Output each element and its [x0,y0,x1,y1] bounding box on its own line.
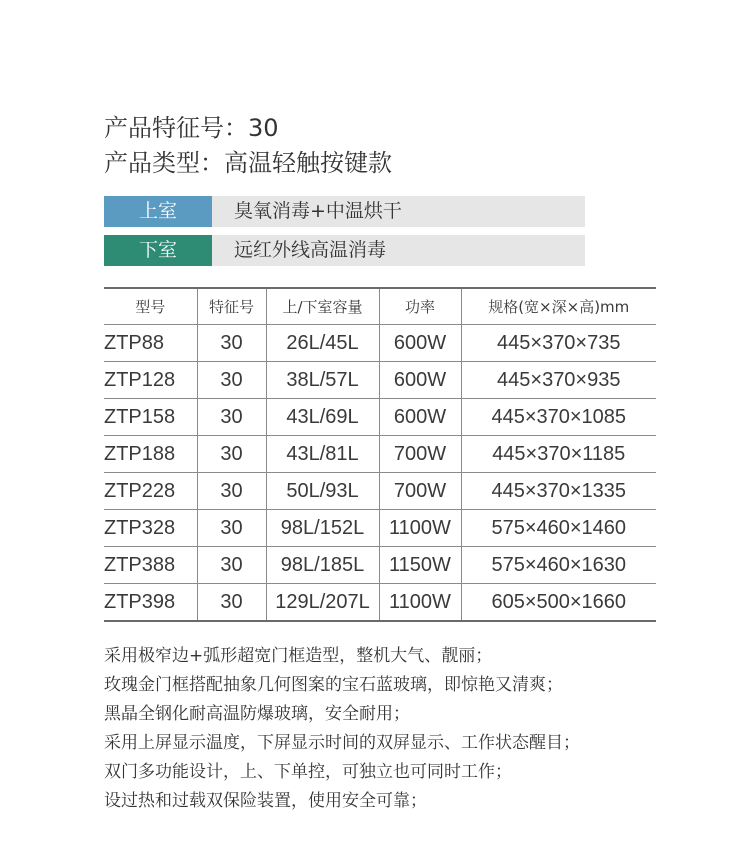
cell-capacity: 129L/207L [266,584,379,622]
cell-feature-no: 30 [197,436,266,473]
cell-power: 700W [379,436,461,473]
cell-capacity: 26L/45L [266,325,379,362]
feature-item: 双门多功能设计，上、下单控，可独立也可同时工作； [104,762,512,782]
header-dimensions: 规格(宽×深×高)mm [461,288,656,325]
feature-item: 黑晶全钢化耐高温防爆玻璃，安全耐用； [104,704,410,724]
cell-model: ZTP388 [104,547,197,584]
cell-capacity: 50L/93L [266,473,379,510]
table-row [104,362,656,399]
table-row [104,399,656,436]
cell-model: ZTP188 [104,436,197,473]
cell-dimensions: 445×370×735 [461,325,656,362]
header-capacity: 上/下室容量 [266,288,379,325]
cell-feature-no: 30 [197,325,266,362]
feature-item: 采用上屏显示温度，下屏显示时间的双屏显示、工作状态醒目； [104,733,580,753]
cell-feature-no: 30 [197,510,266,547]
cell-capacity: 98L/152L [266,510,379,547]
header-feature-no: 特征号 [197,288,266,325]
cell-model: ZTP398 [104,584,197,622]
cell-dimensions: 575×460×1460 [461,510,656,547]
cell-power: 1150W [379,547,461,584]
spec-table [104,287,656,622]
feature-item: 玫瑰金门框搭配抽象几何图案的宝石蓝玻璃，即惊艳又清爽； [104,675,563,695]
cell-feature-no: 30 [197,362,266,399]
chamber-upper-desc: 臭氧消毒+中温烘干 [212,196,585,227]
cell-dimensions: 445×370×1185 [461,436,656,473]
cell-power: 1100W [379,584,461,622]
feature-item: 采用极窄边+弧形超宽门框造型，整机大气、靓丽； [104,646,493,666]
cell-feature-no: 30 [197,473,266,510]
cell-model: ZTP158 [104,399,197,436]
cell-capacity: 43L/81L [266,436,379,473]
cell-model: ZTP328 [104,510,197,547]
chamber-upper [104,196,585,227]
feature-list [104,642,580,816]
product-type: 产品类型：高温轻触按键款 [104,149,392,177]
cell-capacity: 43L/69L [266,399,379,436]
cell-power: 700W [379,473,461,510]
cell-dimensions: 575×460×1630 [461,547,656,584]
header-model: 型号 [104,288,197,325]
cell-dimensions: 445×370×1085 [461,399,656,436]
cell-power: 1100W [379,510,461,547]
cell-feature-no: 30 [197,547,266,584]
cell-capacity: 98L/185L [266,547,379,584]
product-feature-number: 产品特征号：30 [104,114,279,142]
table-row [104,547,656,584]
table-row [104,325,656,362]
cell-model: ZTP88 [104,325,197,362]
cell-power: 600W [379,325,461,362]
cell-dimensions: 605×500×1660 [461,584,656,622]
chamber-lower-desc: 远红外线高温消毒 [212,235,585,266]
cell-power: 600W [379,399,461,436]
table-row [104,473,656,510]
cell-feature-no: 30 [197,399,266,436]
feature-item: 设过热和过载双保险装置，使用安全可靠； [104,791,427,811]
chamber-lower-label: 下室 [104,235,212,266]
cell-capacity: 38L/57L [266,362,379,399]
cell-model: ZTP128 [104,362,197,399]
cell-dimensions: 445×370×935 [461,362,656,399]
table-row [104,510,656,547]
cell-model: ZTP228 [104,473,197,510]
header-power: 功率 [379,288,461,325]
cell-power: 600W [379,362,461,399]
cell-dimensions: 445×370×1335 [461,473,656,510]
table-row [104,584,656,622]
chamber-lower [104,235,585,266]
table-row [104,436,656,473]
chamber-upper-label: 上室 [104,196,212,227]
cell-feature-no: 30 [197,584,266,622]
table-header-row [104,288,656,325]
